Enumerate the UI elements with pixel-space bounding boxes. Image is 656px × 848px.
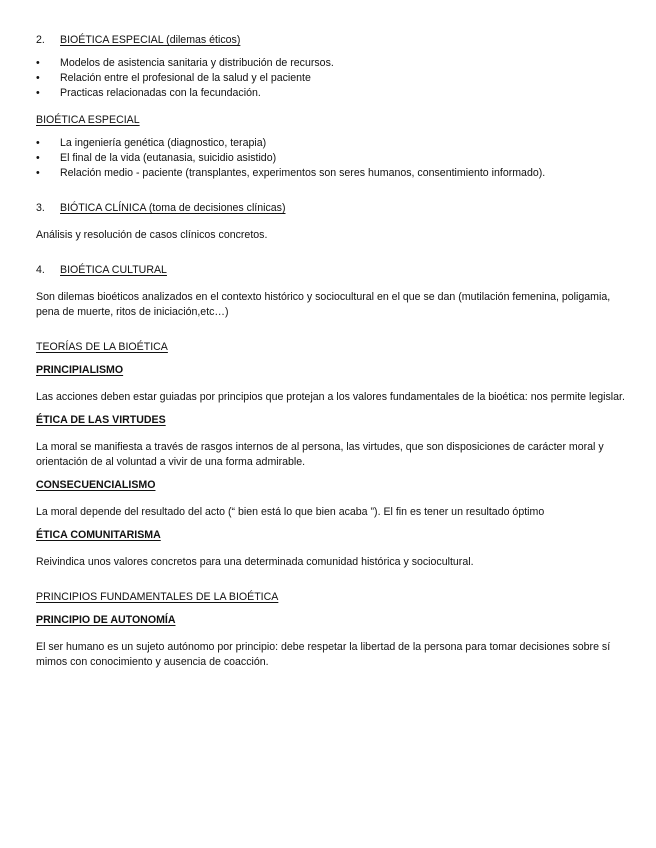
bullet-icon: • [36,57,40,69]
paragraph: La moral depende del resultado del acto (“ bien está lo que bien acaba ”). El fin es tener un resultado óptimo [36,506,545,518]
subheading-consecuencialismo: CONSECUENCIALISMO [36,479,156,491]
list-item: • La ingeniería genética (diagnostico, terapia) [36,137,267,149]
paragraph: Reivindica unos valores concretos para una determinada comunidad histórica y sociocultural. [36,556,474,568]
paragraph: La moral se manifiesta a través de rasgos internos de al persona, las virtudes, que son disposiciones de carácter moral y orientación de al voluntad a vivir de una forma admirable. [36,441,604,468]
bullet-icon: • [36,137,40,149]
bullet-icon: • [36,167,40,179]
section-title: BIOÉTICA ESPECIAL (dilemas éticos) [60,34,241,46]
paragraph: Son dilemas bioéticos analizados en el contexto histórico y sociocultural en el que se dan (mutilación femenina, poligamia, pena de muerte, ritos de iniciación,etc…) [36,291,611,318]
bullet-list-especial [36,136,626,181]
section-number: 3. [36,202,45,214]
paragraph: El ser humano es un sujeto autónomo por principio: debe respetar la libertad de la persona para tomar decisiones sobre sí mimos con conocimiento y ausencia de coacción. [36,641,611,668]
section-heading-teorias [36,340,626,355]
section-heading-bioetica-especial-dilemas [36,33,626,48]
paragraph: Análisis y resolución de casos clínicos concretos. [36,229,268,241]
section-title: PRINCIPIOS FUNDAMENTALES DE LA BIOÉTICA [36,591,279,603]
subheading-etica-virtudes: ÉTICA DE LAS VIRTUDES [36,414,166,426]
subheading-principio-autonomia: PRINCIPIO DE AUTONOMÍA [36,614,176,626]
subheading-etica-comunitarisma: ÉTICA COMUNITARISMA [36,529,161,541]
document-page [36,33,626,670]
section-title: TEORÍAS DE LA BIOÉTICA [36,341,168,353]
subheading-principialismo: PRINCIPIALISMO [36,364,124,376]
list-item: • Modelos de asistencia sanitaria y distribución de recursos. [36,57,334,69]
section-title: BIOÉTICA CULTURAL [60,264,167,276]
section-heading-bioetica-cultural [36,263,626,278]
section-heading-principios [36,590,626,605]
bullet-list-dilemas [36,56,626,101]
section-title: BIOÉTICA ESPECIAL [36,114,140,126]
bullet-icon: • [36,72,40,84]
bullet-icon: • [36,87,40,99]
paragraph: Las acciones deben estar guiadas por principios que protejan a los valores fundamentales de la bioética: nos permite legislar. [36,391,625,403]
list-item: • Relación medio - paciente (transplantes, experimentos son seres humanos, consentimiento informado). [36,167,546,179]
section-heading-bioetica-clinica [36,201,626,216]
section-heading-bioetica-especial [36,113,626,128]
section-title: BIÓTICA CLÍNICA (toma de decisiones clínicas) [60,202,286,214]
bullet-icon: • [36,152,40,164]
section-number: 2. [36,34,45,46]
list-item: • Relación entre el profesional de la salud y el paciente [36,72,311,84]
section-number: 4. [36,264,45,276]
list-item: • El final de la vida (eutanasia, suicidio asistido) [36,152,277,164]
list-item: • Practicas relacionadas con la fecundación. [36,87,261,99]
